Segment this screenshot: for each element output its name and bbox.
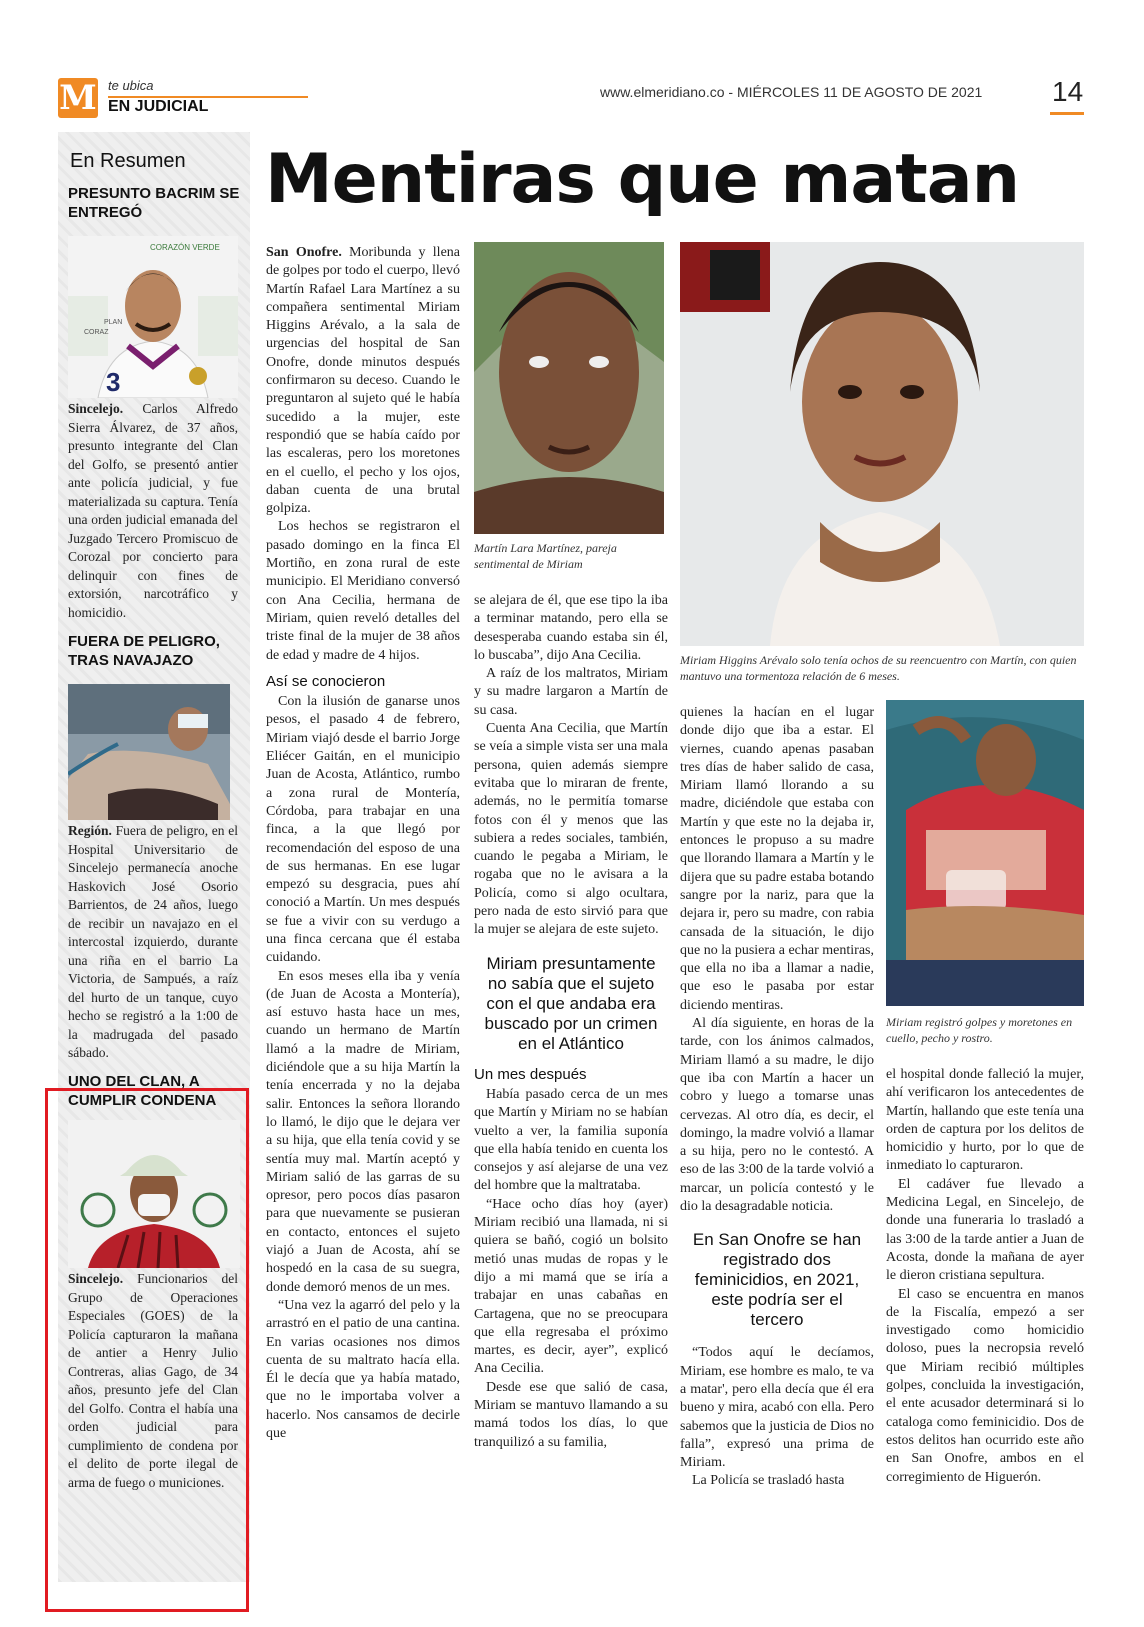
lead-text: Moribunda y llena de golpes por todo el cuerpo, llevó Martín Rafael Lara Martínez a su compañera sentimental Miriam Higgins Arévalo, a la sala de urgencias del hospital de San Onofre, donde minutos después confirmaron su deceso. Cuando le preguntaron al sujeto qué le había sucedido a la mujer, este respondió que se había caído por las escaleras, pero los moretones en el cuello, el pecho y los ojos, daban cuenta de una brutal golpiza. [266, 245, 461, 517]
photo-hospital [886, 700, 1084, 1006]
brief-photo-3 [68, 1120, 240, 1268]
paragraph: Al día siguiente, en horas de la tarde, con los ánimos calmados, Miriam llamó a su madre, le dijo que iba con Martín a hacer un cobro y luego a tomarse unas cervezas. Al otro día, es decir, el domingo, la madre volvió a llamar a su hija, pero no le contestó. A eso de las 3:00 de la tarde volvió a marcar, un policía contestó y le dio la desagradable noticia. [680, 1016, 874, 1215]
paragraph: Cuenta Ana Cecilia, que Martín se veía a simple vista ser una mala persona, quien además siempre evitaba que lo miraran de frente, además, no le permitía tomarse fotos con él y menos que las subiera a redes sociales, también, cuando le pegaba a Miriam, le rogaba que no le avisara a la Policía, como si algo ocultara, pero nada de esto sirvió para que la mujer se alejara de este sujeto. [474, 721, 668, 938]
paragraph: “Hace ocho días hoy (ayer) Miriam recibió una llamada, ni si quiera se bañó, cogió un bolsito metió unas mudas de ropas y le dijo a mi mamá que se iría a trabajar en unas cabañas en Cartagena, que no se preocupara que ella regresaba el próximo martes, es decir, ayer”, explicó Ana Cecilia. [474, 1196, 668, 1377]
page-number: 14 [1052, 76, 1084, 107]
paragraph: quienes la hacían en el lugar donde dijo que iba a estar. El viernes, cuando apenas pasaban tres días de haber salido de casa, Miriam llamó llorando a su madre, diciéndole que estaba con Martín y que este no la dejaba ir, entonces le propuso a su madre que llorando llamara a Martín y le dijera que su padre estaba botando sangre por la nariz, para que la dejara ir, pero su madre, con rabia cansada de la situación, le dijo que no la pusiera a echar mentiras, que ella no iba a llamar a nadie, que eso le pasaba por estar diciendo mentiras. [680, 705, 874, 1013]
paragraph: Desde ese que salió de casa, Miriam se mantuvo llamando a su mamá todos los días, lo que tranquilizó a su familia, [474, 1379, 668, 1450]
caption-miriam: Miriam Higgins Arévalo solo tenía ochos de su reencuentro con Martín, con quien mantuvo una tormentoza relación de 6 meses. [680, 653, 1077, 683]
photo-text-1: CORAZÓN VERDE [150, 243, 220, 252]
paragraph: En esos meses ella iba y venía (de Juan de Acosta a Montería), así estuvo hasta hace un mes, cuando un hermano de Martín llamó a la madre de Miriam, diciéndole que a su hija Martín la tenía encerrada y no la dejaba salir. Entonces la señora llorando lo llamó, le dijo que le dejara ver a su hija, que ella tenía covid y se sentía muy mal. Martín aceptó y Miriam salió de las garras de su opresor, pero pocos días pasaron para que nuevamente se pusieran en contacto, entonces el sujeto viajó a Juan de Acosta, ahí se hospedó en la casa de su suegra, donde demoró menos de un mes. [266, 968, 460, 1295]
brief-body-3: Funcionarios del Grupo de Operaciones Especiales (GOES) de la Policía capturaron la mañana de antier a Henry Julio Contreras, alias Gago, de 34 años, presunto jefe del Clan del Golfo. Contra el había una orden judicial para cumplimiento de condena por el delito de porte ilegal de arma de fuego o municiones. [68, 1271, 238, 1490]
brief-place-2: Región. [68, 823, 112, 838]
article-column-4 [886, 1066, 1084, 1487]
subheading: Un mes después [474, 1065, 587, 1083]
brief-photo-1 [68, 236, 238, 398]
paragraph: A raíz de los maltratos, Miriam y su madre largaron a Martín de su casa. [474, 666, 668, 718]
paragraph: “Todos aquí le decíamos, Miriam, ese hombre es malo, te va a matar', pero ella decía que él era bueno y mira, acabó con ella. Pero sabemos que la justicia de Dios no falla”, expresó una prima de Miriam. [680, 1345, 874, 1471]
photo-text-3: CORAZ [84, 329, 109, 336]
paragraph: el hospital donde falleció la mujer, ahí verificaron los antecedentes de Martín, hallando que este tenía una orden de captura por los delitos de homicidio y hurto, por lo que de inmediato lo capturaron. [886, 1067, 1084, 1174]
brief-headline-2: FUERA DE PELIGRO, TRAS NAVAJAZO [68, 633, 220, 669]
caption-hospital: Miriam registró golpes y moretones en cuello, pecho y rostro. [886, 1015, 1073, 1045]
brief-photo-2 [68, 684, 230, 820]
brief-headline-3: UNO DEL CLAN, A CUMPLIR CONDENA [68, 1073, 217, 1109]
dateline-place: San Onofre. [266, 245, 342, 260]
brief-text-3 [68, 1270, 238, 1492]
paragraph [266, 244, 460, 518]
paragraph: Con la ilusión de ganarse unos pesos, el pasado 4 de febrero, Miriam viajó desde el barrio Jorge Eliécer Gaitán, en el municipio Juan de Acosta, Atlántico, rumbo a zona rural de Montería, Córdoba, para trabajar en una finca, a la que llegó por recomendación del esposo de una de sus hermanas. En ese lugar empezó su desgracia, pues ahí conoció a Martín. Un mes después se fue a vivir con su verdugo a una finca cercana que él estaba cuidando. [266, 694, 460, 966]
section-title: EN JUDICIAL [108, 98, 209, 115]
brief-headline-1: PRESUNTO BACRIM SE ENTREGÓ [68, 185, 240, 221]
sidebar-title: En Resumen [70, 150, 186, 172]
newspaper-logo: M [59, 78, 97, 118]
photo-martin [474, 242, 664, 534]
photo-text-2: PLAN [104, 319, 123, 326]
paragraph: Había pasado cerca de un mes que Martín y Miriam no se habían vuelto a ver, la familia suponía que ella había tenido en cuenta los consejos y así alejarse de una vez del hombre que la maltrataba. [474, 1086, 668, 1194]
section-kicker: te ubica [108, 78, 154, 93]
paragraph: El cadáver fue llevado a Medicina Legal, en Sincelejo, de donde una funeraria lo trasladó a las 3:00 de la tarde antier a Juan de Acosta, donde la mañana de ayer le dieron cristiana sepultura. [886, 1176, 1084, 1284]
photo-miriam [680, 242, 1084, 646]
brief-place-3: Sincelejo. [68, 1271, 124, 1286]
subheading: Así se conocieron [266, 672, 386, 690]
paragraph: se alejara de él, que ese tipo la iba a terminar matando, pero ella se desesperaba cuando estaba sin él, lo buscaba”, dijo Ana Cecilia. [474, 593, 668, 663]
article-headline: Mentiras que matan [265, 140, 1020, 219]
caption-martin: Martín Lara Martínez, pareja sentimental de Miriam [474, 541, 617, 571]
paragraph: La Policía se trasladó hasta [692, 1473, 845, 1489]
article-column-3 [680, 704, 874, 1491]
dateline: www.elmeridiano.co - MIÉRCOLES 11 DE AGOSTO DE 2021 [600, 84, 983, 100]
pull-quote: Miriam presuntamente no sabía que el sujeto con el que andaba era buscado por un crimen en el Atlántico [484, 953, 658, 1053]
pull-quote: En San Onofre se han registrado dos feminicidios, en 2021, este podría ser el tercero [692, 1230, 862, 1330]
brief-text-1 [68, 400, 238, 622]
page-number-rule [1050, 112, 1084, 115]
brief-place-1: Sincelejo. [68, 401, 124, 416]
paragraph: El caso se encuentra en manos de la Fiscalía, empezó a ser investigado como homicidio doloso, pues la necropsia reveló que Miriam recibió múltiples golpes, concluida la investigación, el ente acusador determinará si lo cataloga como feminicidio. Dos de estos delitos han ocurrido este año en San Onofre, ambos en el corregimiento de Higuerón. [886, 1286, 1084, 1485]
article-column-2 [474, 592, 668, 1452]
brief-body-1: Carlos Alfredo Sierra Álvarez, de 37 años, presunto integrante del Clan del Golfo, se presentó antier ante policía judicial, y fue materializada su captura. Tenía una orden judicial emanada del Juzgado Tercero Promiscuo de Corozal por concierto para delinquir con fines de extorsión, narcotráfico y homicidio. [68, 401, 238, 620]
article-column-1 [266, 244, 460, 1443]
brief-body-2: Fuera de peligro, en el Hospital Universitario de Sincelejo permanecía anoche Haskovich José Osorio Barrientos, de 24 años, luego de recibir un navajazo en el intercostal izquierdo, durante una riña en el barrio La Victoria, de Sampués, a raíz del hurto de un tanque, cuyo hecho se registró a la 1:00 de la madrugada del pasado sábado. [68, 823, 238, 1060]
paragraph: “Una vez la agarró del pelo y la arrastró en el patio de una cantina. En varias ocasiones nos dimos cuenta de su maltrato hacía ella. Él le decía que ya había matado, que no le importaba volver a hacerlo. Nos cansamos de decirle que [266, 1297, 460, 1441]
brief-text-2 [68, 822, 238, 1063]
paragraph: Los hechos se registraron el pasado domingo en la finca El Mortiño, en zona rural de este municipio. El Meridiano conversó con Ana Cecilia, hermana de Miriam, quien reveló detalles del triste final de la mujer de 38 años de edad y madre de 4 hijos. [266, 519, 460, 663]
photo-text-4: 3 [106, 367, 121, 397]
